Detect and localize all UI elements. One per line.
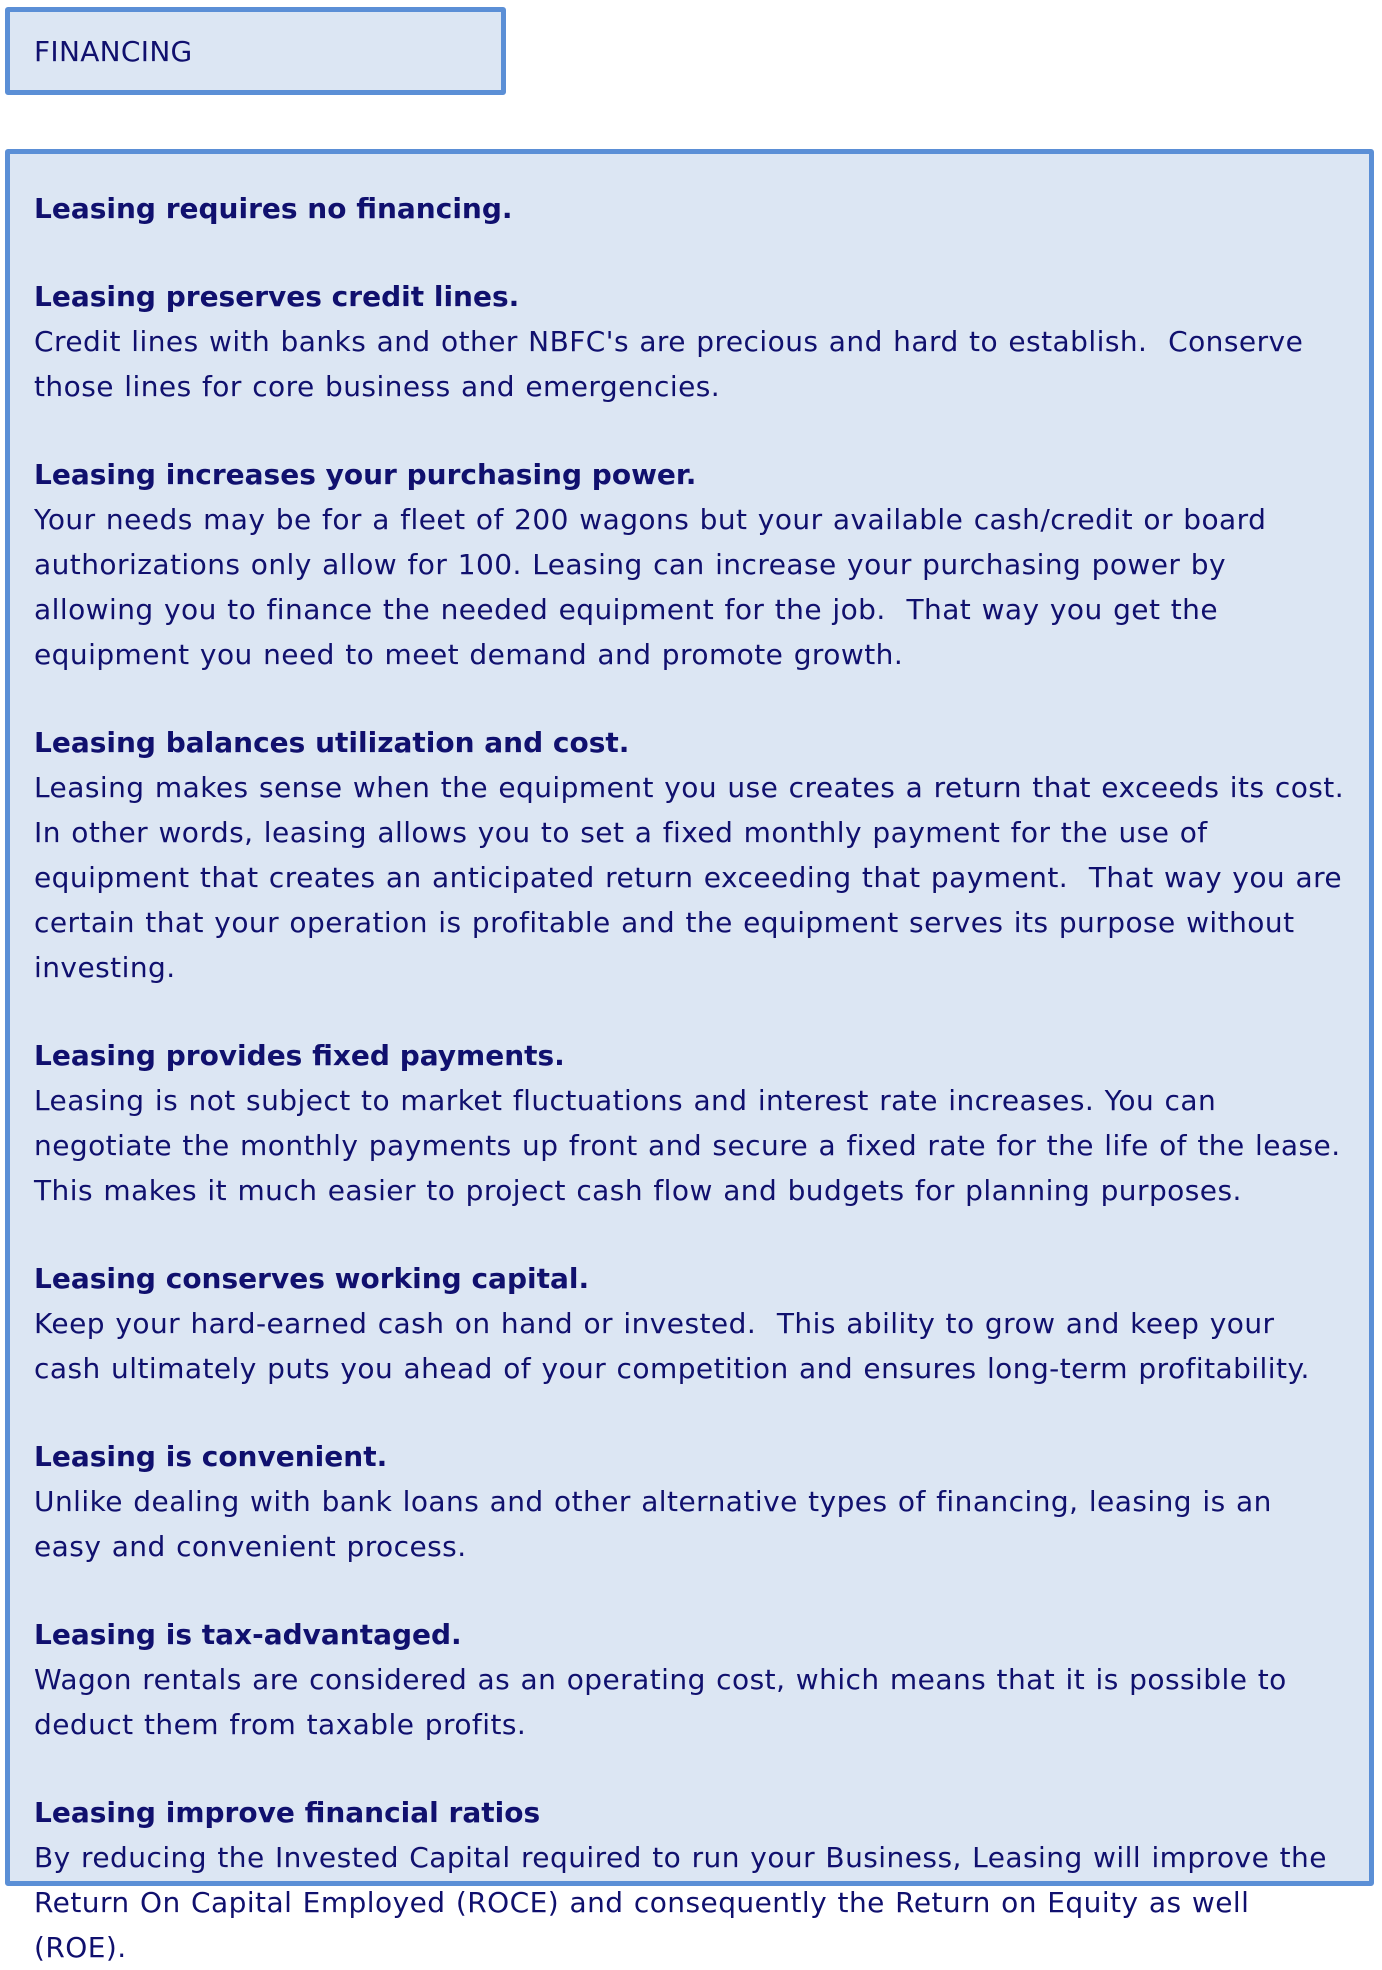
section-utilization-cost (34, 720, 1365, 990)
section-fixed-payments (34, 1033, 1349, 1213)
content-box (5, 149, 1374, 1964)
title-box (5, 7, 506, 95)
section-heading: Leasing is tax-advantaged. (34, 1618, 462, 1651)
page-title: FINANCING (34, 34, 193, 68)
section-convenient (34, 1434, 1349, 1569)
section-body: Keep your hard-earned cash on hand or invested. This ability to grow and keep your cash ultimately puts you ahead of your competition and ensures long-term profitability. (34, 1307, 1310, 1385)
section-credit-lines (34, 274, 1349, 409)
section-heading: Leasing improve financial ratios (34, 1796, 541, 1829)
section-no-financing (34, 186, 1349, 231)
section-heading: Leasing requires no financing. (34, 192, 513, 225)
section-heading: Leasing balances utilization and cost. (34, 726, 630, 759)
section-tax-advantaged (34, 1612, 1349, 1747)
section-body: Wagon rentals are considered as an operating cost, which means that it is possible to deduct them from taxable profits. (34, 1663, 1298, 1741)
section-body: Credit lines with banks and other NBFC's are precious and hard to establish. Conserve those lines for core business and emergencies. (34, 325, 1314, 403)
section-body: By reducing the Invested Capital required to run your Business, Leasing will improve the Return On Capital Employed (ROCE) and consequently the Return on Equity as well (ROE). (34, 1841, 1338, 1964)
section-financial-ratios (34, 1790, 1349, 1970)
section-purchasing-power (34, 452, 1349, 677)
section-working-capital (34, 1256, 1349, 1391)
section-body: Leasing is not subject to market fluctuations and interest rate increases. You can negotiate the monthly payments up front and secure a fixed rate for the life of the lease. This makes it much easier to project cash flow and budgets for planning purposes. (34, 1084, 1351, 1207)
section-body: Unlike dealing with bank loans and other alternative types of financing, leasing is an easy and convenient process. (34, 1485, 1283, 1563)
section-heading: Leasing preserves credit lines. (34, 280, 520, 313)
section-heading: Leasing provides fixed payments. (34, 1039, 565, 1072)
section-heading: Leasing is convenient. (34, 1440, 388, 1473)
section-heading: Leasing conserves working capital. (34, 1262, 590, 1295)
section-heading: Leasing increases your purchasing power. (34, 458, 697, 491)
section-body: Leasing makes sense when the equipment you use creates a return that exceeds its cost. In other words, leasing allows you to set a fixed monthly payment for the use of equipment that creates an anticipated return exceeding that payment. That way you are certain that your operation is profitable and the equipment serves its purpose without investing. (34, 771, 1365, 984)
section-body: Your needs may be for a fleet of 200 wagons but your available cash/credit or board authorizations only allow for 100. Leasing can increase your purchasing power by allowing you to finance the needed equipment for the job. That way you get the equipment you need to meet demand and promote growth. (34, 503, 1277, 671)
